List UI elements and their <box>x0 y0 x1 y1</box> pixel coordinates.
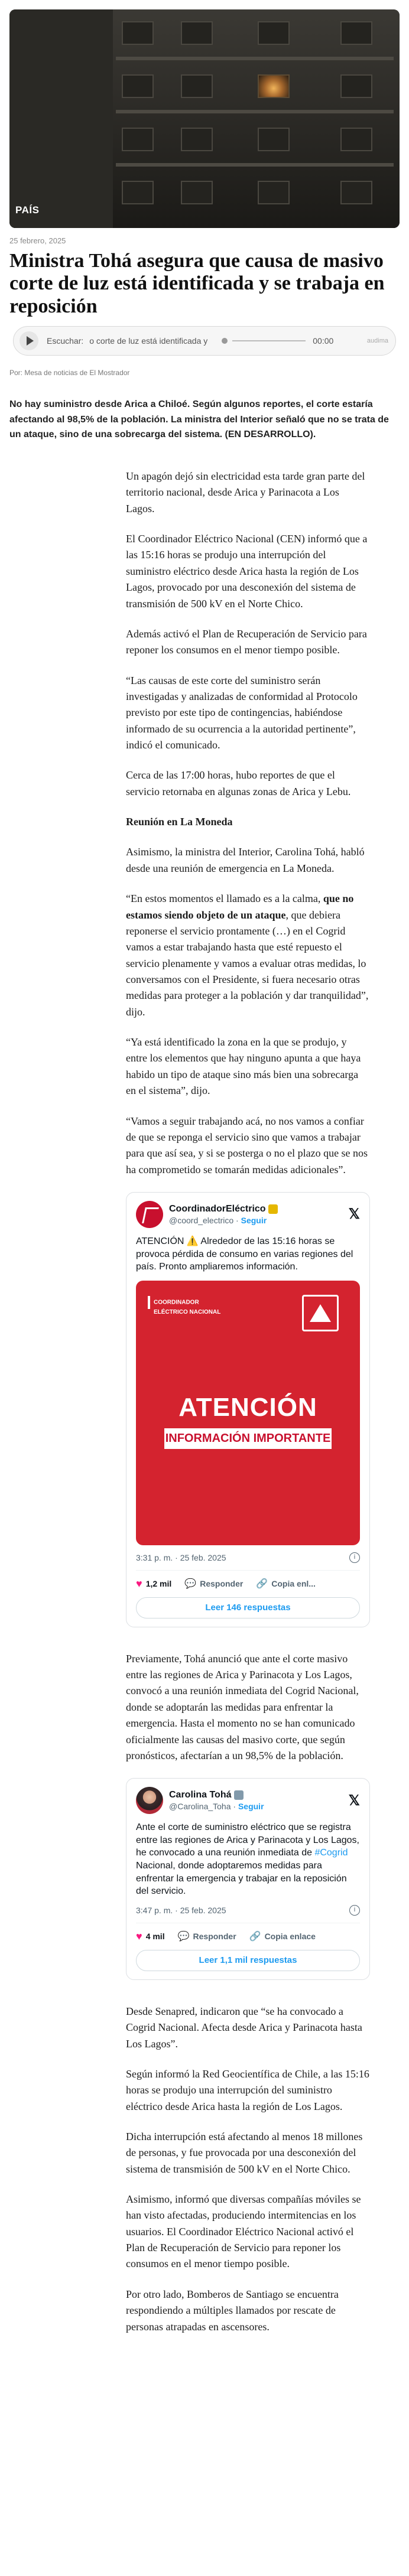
heart-icon: ♥ <box>136 1930 142 1942</box>
tweet-media-image[interactable] <box>136 1281 360 1545</box>
reply-icon: 💬 <box>184 1579 197 1590</box>
tweet-timestamp[interactable]: 3:31 p. m. · 25 feb. 2025 <box>136 1552 226 1562</box>
like-button[interactable] <box>136 1930 165 1943</box>
paragraph: Además activó el Plan de Recuperación de Servicio para reponer los consumos en el menor tiempo posible. <box>126 627 367 656</box>
paragraph: El Coordinador Eléctrico Nacional (CEN) informó que a las 15:16 horas se produjo una interrupción del suministro eléctrico desde Arica hasta la región de Los Lagos, provocado por una desconexión del sistema de transmisión de 500 kV en el Norte Chico. <box>126 533 368 610</box>
x-logo-icon[interactable]: 𝕏 <box>348 1792 360 1809</box>
hashtag-link[interactable]: #Cogrid <box>314 1848 348 1858</box>
page-title: Ministra Tohá asegura que causa de masivo corte de luz está identificada y se trabaja en reposición <box>9 250 385 317</box>
paragraph: “Las causas de este corte del suministro serán investigadas y analizadas de conformidad al Protocolo previsto por este tipo de contingencias, habiéndose informado de su ocurrencia a la autoridad pertinente”, indicó el comunicado. <box>126 674 358 751</box>
tweet-timestamp[interactable]: 3:47 p. m. · 25 feb. 2025 <box>136 1905 226 1915</box>
paragraph: “Vamos a seguir trabajando acá, no nos vamos a confiar de que se reponga el servicio sino que vamos a trabajar para que así sea, y si se posterga o no el plazo que se nos ha comprometido se tomarán medidas adicionales”. <box>126 1115 368 1175</box>
follow-button[interactable]: Seguir <box>241 1215 267 1225</box>
reply-icon: 💬 <box>177 1932 190 1942</box>
media-heading: ATENCIÓN <box>178 1392 317 1422</box>
reply-button[interactable]: 💬 Responder <box>184 1579 244 1590</box>
verified-badge-icon <box>268 1204 278 1214</box>
tweet-handle[interactable]: @coord_electrico <box>169 1215 234 1225</box>
audio-player <box>13 326 396 356</box>
hero-image <box>9 9 400 228</box>
player-time: 00:00 <box>313 336 334 346</box>
copy-link-button[interactable]: 🔗 Copia enl... <box>256 1579 316 1590</box>
paragraph: Por otro lado, Bomberos de Santiago se encuentra respondiendo a múltiples llamados por rescate de personas atrapadas en ascensores. <box>126 2288 339 2333</box>
player-label: Escuchar: <box>47 336 84 346</box>
paragraph <box>126 891 370 1020</box>
like-button[interactable] <box>136 1578 171 1590</box>
reply-button[interactable]: 💬 Responder <box>177 1932 236 1942</box>
paragraph: Desde Senapred, indicaron que “se ha convocado a Cogrid Nacional. Afecta desde Arica y Parinacota hasta Los Lagos”. <box>126 2005 362 2050</box>
avatar[interactable] <box>136 1201 163 1228</box>
like-count: 1,2 mil <box>145 1579 172 1589</box>
tweet-handle[interactable]: @Carolina_Toha <box>169 1802 231 1812</box>
tweet-author-name[interactable]: CoordinadorEléctrico <box>169 1203 266 1214</box>
tweet-text: Ante el corte de suministro eléctrico que se registra entre las regiones de Arica y Parinacota y Los Lagos, he convocado a una reunión inmediata de #Cogrid Nacional, donde adoptaremos medidas para enfrentar la emergencia y trabajar en la reposición del servicio. <box>136 1822 359 1897</box>
player-brand[interactable]: audima <box>366 337 388 345</box>
section-tag[interactable]: PAÍS <box>15 204 40 216</box>
page <box>0 9 409 2335</box>
paragraph: “Ya está identificado la zona en la que se produjo, y entre los elementos que hay ninguno apunta a que haya habido un tipo de ataque sino más bien una sobrecarga en el sistema”, dijo. <box>126 1036 361 1097</box>
quote-part: “En estos momentos el llamado es a la calma, <box>126 893 323 905</box>
info-icon[interactable]: i <box>349 1552 360 1563</box>
avatar[interactable] <box>136 1787 163 1814</box>
heart-icon: ♥ <box>136 1577 142 1590</box>
player-title: o corte de luz está identificada y <box>89 336 208 346</box>
verified-badge-icon <box>234 1790 244 1800</box>
paragraph: Según informó la Red Geocientífica de Chile, a las 15:16 horas se produjo una interrupción del suministro eléctrico desde Arica hasta la región de Los Lagos. <box>126 2067 369 2112</box>
link-icon: 🔗 <box>256 1579 268 1590</box>
quote-emphasis: que no estamos siendo objeto de un ataque <box>126 893 354 921</box>
embedded-tweet-coordinador[interactable]: CoordinadorEléctrico @coord_electrico · Seguir 𝕏 ATENCIÓN ⚠️ Alrededor de las 15:16 horas se provoca pérdida de consumo en varias regiones del país. Pronto ampliaremos información. COORDINADOR ELÉCTRICO NACIONAL ATENCIÓN INFORMACIÓN IMPORTANTE 3:31 p. m. · 25 feb. 2025 i ♥ 1,2 mil 💬 Responder 🔗 Copia enl... Leer 146 respuestas <box>126 1192 370 1627</box>
publish-date: 25 febrero, 2025 <box>9 236 66 245</box>
copy-link-button[interactable]: 🔗 Copia enlace <box>249 1932 316 1942</box>
x-logo-icon[interactable]: 𝕏 <box>348 1206 360 1223</box>
paragraph: Previamente, Tohá anunció que ante el corte masivo entre las regiones de Arica y Parinacota y Los Lagos, convocó a una reunión inmediata del Cogrid Nacional, donde se adoptarán las medidas para enfrentar la emergencia. Hasta el momento no se han comunicado oficialmente las causas del masivo corte, que según pronósticos, afectarían a un 98,5% de la población. <box>126 1652 359 1761</box>
link-icon: 🔗 <box>249 1932 261 1942</box>
progress-track[interactable] <box>232 340 306 341</box>
section-subheading: Reunión en La Moneda <box>126 816 233 828</box>
byline: Por: Mesa de noticias de El Mostrador <box>9 369 130 377</box>
article-lede: No hay suministro desde Arica a Chiloé. Según algunos reportes, el corte estaría afectando al 98,5% de la población. La ministra del Interior señaló que no se trata de un ataque, sino de una sobrecarga del sistema. (EN DESARROLLO). <box>9 399 389 440</box>
follow-button[interactable]: Seguir <box>238 1802 264 1812</box>
paragraph: Asimismo, informó que diversas compañías móviles se han visto afectadas, produciendo intermitencias en los usuarios. El Coordinador Eléctrico Nacional activó el Plan de Recuperación de Servicio para reponer los consumos en el menor tiempo posible. <box>126 2193 361 2270</box>
tweet-text: ATENCIÓN ⚠️ Alrededor de las 15:16 horas se provoca pérdida de consumo en varias regiones del país. Pronto ampliaremos información. <box>136 1236 353 1272</box>
paragraph: Dicha interrupción está afectando al menos 18 millones de personas, y fue provocada por una desconexión del sistema de transmisión de 500 kV en el Norte Chico. <box>126 2130 363 2175</box>
quote-part: , que debiera reponerse el servicio prontamente (…) en el Cogrid vamos a estar trabajando hasta que esté repuesto el servicio plenamente y vamos a evaluar otras medidas, lo conversamos con el Presidente, si fuera necesario otras medidas para proteger a la población y dar tranquilidad”, dijo. <box>126 908 369 1018</box>
paragraph: Cerca de las 17:00 horas, hubo reportes de que el servicio retornaba en algunas zonas de Arica y Lebu. <box>126 769 351 797</box>
read-replies-button[interactable]: Leer 1,1 mil respuestas <box>136 1950 360 1971</box>
paragraph: Un apagón dejó sin electricidad esta tarde gran parte del territorio nacional, desde Arica y Parinacota a Los Lagos. <box>126 470 365 514</box>
warning-icon <box>302 1295 339 1331</box>
tweet-author-name[interactable]: Carolina Tohá <box>169 1790 232 1800</box>
paragraph: Asimismo, la ministra del Interior, Carolina Tohá, habló desde una reunión de emergencia en La Moneda. <box>126 846 365 874</box>
article-body <box>126 468 370 2335</box>
embedded-tweet-toha[interactable]: Carolina Tohá @Carolina_Toha · Seguir 𝕏 Ante el corte de suministro eléctrico que se registra entre las regiones de Arica y Parinacota y Los Lagos, he convocado a una reunión inmediata de #Cogrid Nacional, donde adoptaremos medidas para enfrentar la emergencia y trabajar en la reposición del servicio. 3:47 p. m. · 25 feb. 2025 i ♥ 4 mil 💬 Responder 🔗 Copia enlace Leer 1,1 mil respuestas <box>126 1778 370 1980</box>
info-icon[interactable]: i <box>349 1905 360 1916</box>
read-replies-button[interactable]: Leer 146 respuestas <box>136 1597 360 1618</box>
like-count: 4 mil <box>145 1932 165 1942</box>
play-icon[interactable] <box>20 331 38 350</box>
media-subheading: INFORMACIÓN IMPORTANTE <box>164 1428 332 1449</box>
media-logo: COORDINADOR ELÉCTRICO NACIONAL <box>148 1296 220 1316</box>
progress-handle[interactable] <box>222 338 228 344</box>
